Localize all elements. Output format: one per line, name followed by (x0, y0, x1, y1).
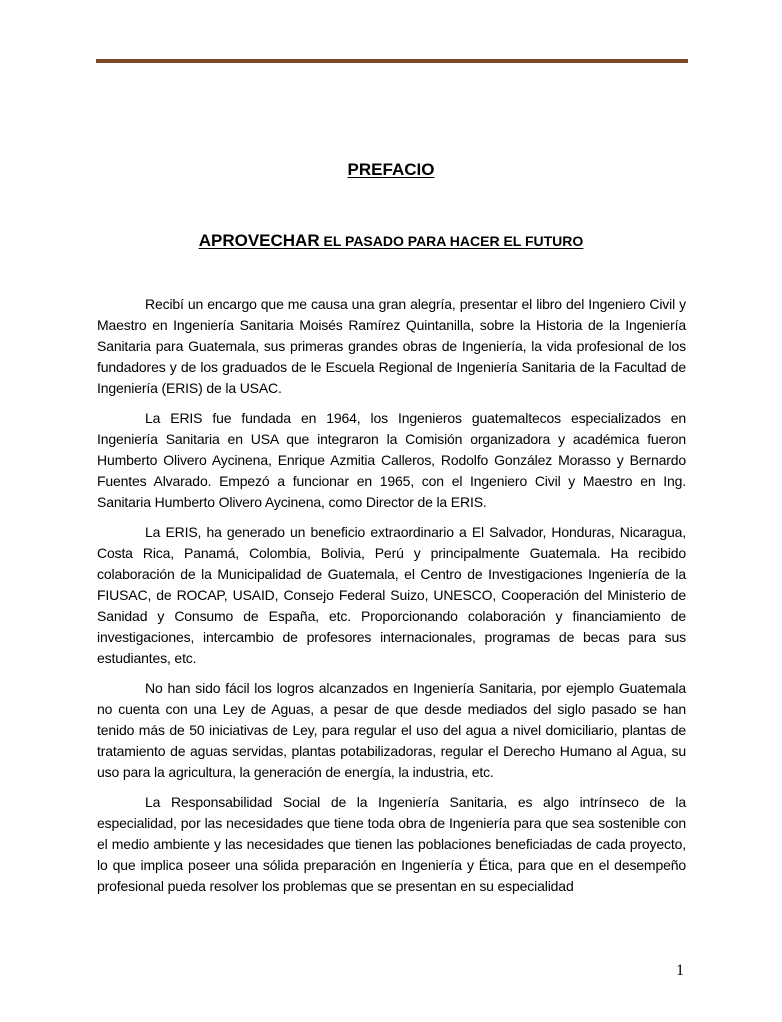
paragraph-5: La Responsabilidad Social de la Ingeniería Sanitaria, es algo intrínseco de la especialidad, por las necesidades que tiene toda obra de Ingeniería para que sea sostenible con el medio ambiente y las necesidades que tienen las poblaciones beneficiadas de cada proyecto, lo que implica poseer una sólida preparación en Ingeniería y Ética, para que en el desempeño profesional pueda resolver los problemas que se presentan en su especialidad (97, 794, 686, 894)
header-rule (96, 59, 688, 63)
page-subtitle (0, 231, 782, 251)
paragraph-4: No han sido fácil los logros alcanzados en Ingeniería Sanitaria, por ejemplo Guatemala no cuenta con una Ley de Aguas, a pesar de que desde mediados del siglo pasado se han tenido más de 50 iniciativas de Ley, para regular el uso del agua a nivel domiciliario, plantas de tratamiento de aguas servidas, plantas potabilizadoras, regular el Derecho Humano al Agua, su uso para la agricultura, la generación de energía, la industria, etc. (97, 680, 686, 780)
subtitle-rest: EL PASADO PARA HACER EL FUTURO (319, 233, 584, 249)
page-number: 1 (676, 962, 684, 979)
body-text (97, 294, 686, 906)
paragraph-1: Recibí un encargo que me causa una gran alegría, presentar el libro del Ingeniero Civil y Maestro en Ingeniería Sanitaria Moisés Ramírez Quintanilla, sobre la Historia de la Ingeniería Sanitaria para Guatemala, sus primeras grandes obras de Ingeniería, la vida profesional de los fundadores y de los graduados de le Escuela Regional de Ingeniería Sanitaria de la Facultad de Ingeniería (ERIS) de la USAC. (97, 296, 686, 396)
subtitle-lead: APROVECHAR (198, 231, 320, 250)
paragraph-2: La ERIS fue fundada en 1964, los Ingenieros guatemaltecos especializados en Ingeniería Sanitaria en USA que integraron la Comisión organizadora y académica fueron Humberto Olivero Aycinena, Enrique Azmitia Calleros, Rodolfo González Morasso y Bernardo Fuentes Alvarado. Empezó a funcionar en 1965, con el Ingeniero Civil y Maestro en Ing. Sanitaria Humberto Olivero Aycinena, como Director de la ERIS. (97, 410, 686, 510)
paragraph-3: La ERIS, ha generado un beneficio extraordinario a El Salvador, Honduras, Nicaragua, Costa Rica, Panamá, Colombia, Bolivia, Perú y principalmente Guatemala. Ha recibido colaboración de la Municipalidad de Guatemala, el Centro de Investigaciones Ingeniería de la FIUSAC, de ROCAP, USAID, Consejo Federal Suizo, UNESCO, Cooperación del Ministerio de Sanidad y Consumo de España, etc. Proporcionando colaboración y financiamiento de investigaciones, intercambio de profesores internacionales, programas de becas para sus estudiantes, etc. (97, 524, 686, 666)
page-title (0, 160, 782, 180)
page-title-text: PREFACIO (347, 160, 435, 179)
